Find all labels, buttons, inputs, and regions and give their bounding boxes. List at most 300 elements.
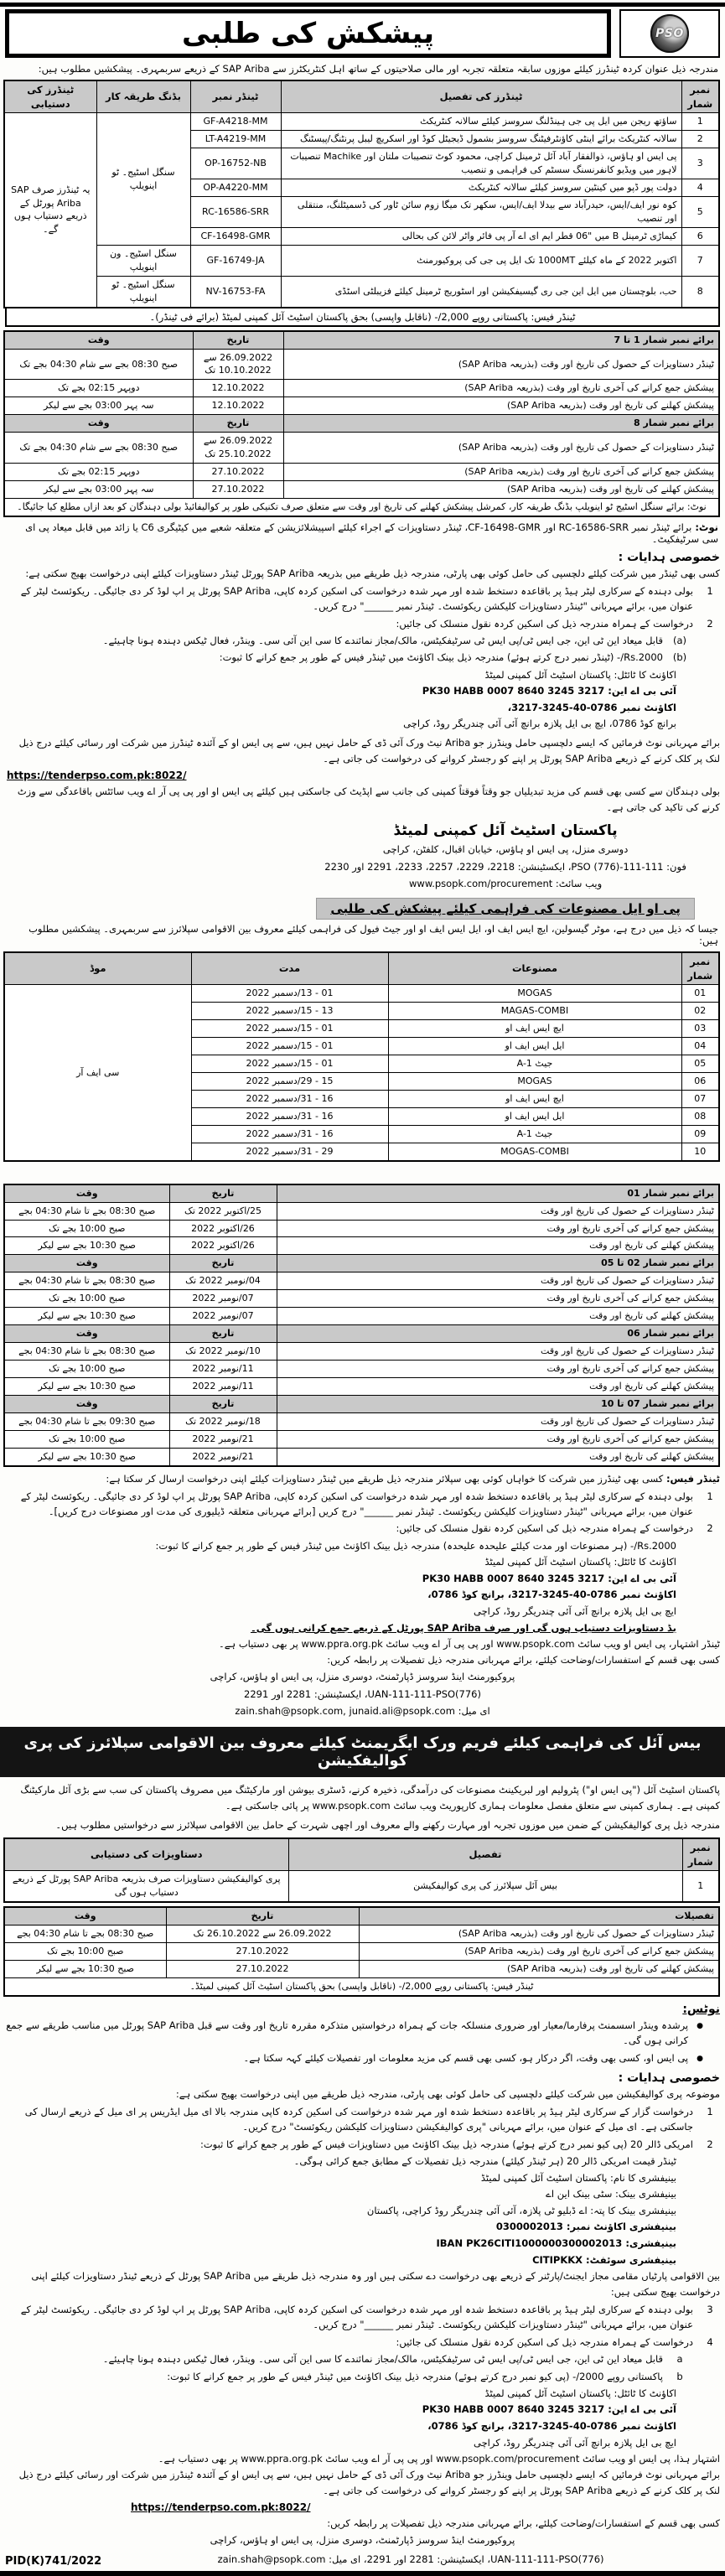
item-marker: a (676, 2353, 683, 2366)
date-header-cell: تاریخ (169, 1395, 277, 1412)
serial-cell: 05 (681, 1055, 719, 1073)
period-cell: 15 - 29/دسمبر 2022 (191, 1072, 388, 1090)
date-header-cell: تاریخ (166, 1907, 359, 1925)
period-cell: 01 - 15/دسمبر 2022 (191, 1038, 388, 1055)
col-product: مصنوعات (388, 952, 681, 985)
pol-fee-text: کسی بھی ٹینڈرز میں شرکت کا خواہاں کوئی بھی سپلائر مندرجہ ذیل طریقے میں ٹینڈر دستاویزات کیلئے اپنی درخواست ارسال کر سکتا ہے: (106, 1472, 664, 1485)
item-text: درخواست گزار کے سرکاری لیٹر ہیڈ پر باقاعدہ دستخط شدہ اور مہر شدہ درخواست کی اسکین کردہ کاپی مندرجہ بالا ای میل ایڈریس پر ای میل کے ذریعے ارسال کی جاسکتی ہے۔ ای میل کے عنوان میں، برائے مہربانی "پری کوالیفکیشن دستاویزات کلیکشن ریکوئسٹ" درج کریں۔ (24, 2106, 693, 2133)
time-header-cell: وقت (4, 1325, 169, 1343)
item-marker: 2 (707, 2138, 713, 2150)
prequal-detail-cell: بیس آئل سپلائرز کی پری کوالیفکیشن (288, 1871, 682, 1902)
beneficiary-detail-line: بینیفشری کا نام: پاکستان اسٹیٹ آئل کمپنی لمیٹڈ (480, 2171, 676, 2184)
pol-banner-wrap (291, 893, 720, 920)
period-cell: 16 - 31/دسمبر 2022 (191, 1090, 388, 1107)
pid-number: PID(K)741/2022 (5, 2555, 102, 2568)
baseoil-section-banner: بیس آئل کی فراہمی کیلئے فریم ورک ایگریمنٹ کیلئے معروف بین الاقوامی سپلائرز کی پری کوالیفکیشن (0, 1727, 725, 1777)
company-phone: فون: 111-111-PSO (776)، ایکسٹینشن: 2218، 2229، 2257، 2233، 2291 اور 2230 (324, 860, 686, 873)
bullet-text: پی ایس او، کسی بھی وقت، اگر درکار ہو، کسی بھی قسم کی مزید معلومات اور تفصیلات کیلئے کہہ سکتا ہے۔ (243, 2051, 689, 2064)
schedule-row (4, 397, 719, 415)
bank-detail-line: اکاؤنٹ کا ٹائٹل: پاکستان اسٹیٹ آئل کمپنی لمیٹڈ (484, 668, 676, 681)
item-text: درخواست کے ہمراہ مندرجہ ذیل کی اسکین کردہ نقول منسلک کی جائیں: (396, 2335, 693, 2348)
col-period: مدت (191, 952, 388, 985)
bidding-method-cell: سنگل اسٹیج۔ ٹو اینویلپ (96, 276, 190, 307)
schedule-date-cell: 18/نومبر 2022 تک (169, 1412, 277, 1430)
schedule-desc-cell: پیشکش جمع کرانے کی آخری تاریخ اور وقت (بذریعہ SAP Ariba) (359, 1943, 719, 1961)
schedule-desc-cell: پیشکش کھلنے کی تاریخ اور وقت (277, 1308, 719, 1325)
ariba-registration-note-2: برائے مہربانی نوٹ فرمائیں کہ ایسے دلچسپی حامل وینڈرز جو Ariba نیٹ ورک آئی ڈی کے حامل نہیں ہیں، سے پی ایس او کے آئندہ ٹینڈرز میں شرکت اور رسائی کیلئے درج ذیل لنک پر کلک کرنے کے ذریعے SAP Ariba پورٹل پر اپنے کو رجسٹر کروانے کی درخواست کی جاتی ہے۔ (18, 2469, 720, 2497)
schedule-date-cell: 26.09.2022 سے 25.10.2022 تک (193, 433, 283, 464)
bank-detail-line: آئی بی اے این: PK30 HABB 0007 8640 3245 3217 (422, 2403, 676, 2416)
tender-detail-cell: اکتوبر 2022 کے ماہ کیلئے 1000MT تک ایل پی جی کی پروکیورمنٹ (281, 245, 681, 276)
schedule-row (4, 1448, 719, 1465)
baseoil-price-line: ٹینڈر قیمت امریکی ڈالر 20 (ہر ٹینڈر کیلئے) مندرجہ ذیل تفصیلات کے مطابق جمع کرائی ہوگی۔ (293, 2155, 676, 2168)
pol-products-table (3, 951, 720, 1162)
bank-detail-line: آئی بی اے این: PK30 HABB 0007 8640 3245 3217 (422, 685, 676, 697)
schedule-desc-cell: پیشکش جمع کرانے کی آخری تاریخ اور وقت (بذریعہ SAP Ariba) (283, 464, 719, 481)
serial-cell: 04 (681, 1038, 719, 1055)
schedule-date-cell: 11/نومبر 2022 (169, 1361, 277, 1378)
schedule-time-cell: صبح 08:30 بجے تا شام 04:30 بجے (4, 1926, 166, 1943)
bidding-method-cell: سنگل اسٹیج۔ ون اینویلپ (96, 245, 190, 276)
pso-address-block (291, 822, 720, 920)
schedule-desc-cell: پیشکش جمع کرانے کی آخری تاریخ اور وقت (277, 1290, 719, 1308)
schedule-table-section1 (3, 330, 720, 517)
tender-number-cell: GF-16749-JA (190, 245, 281, 276)
item-marker: b (676, 2370, 683, 2382)
serial-cell: 01 (681, 985, 719, 1003)
date-header-cell: تاریخ (169, 1255, 277, 1272)
pso-logo-text: PSO (655, 27, 684, 40)
tender-fee-note: ٹینڈر فیس: پاکستانی روپے 2,000/- (ناقابل واپسی) بحق پاکستان اسٹیٹ آئل کمپنی لمیٹڈ (برائے فی ٹینڈر)۔ (5, 308, 720, 327)
baseoil-queries-note: کسی بھی قسم کے استفسارات/وضاحت کیلئے، برائے مہربانی مندرجہ ذیل تفصیلات پر رابطہ کریں: (327, 2517, 720, 2530)
item-text: قابل میعاد این ٹی این، جی ایس ٹی/پی ایس ٹی سرٹیفکیٹس، مالک/مجاز نمائندے کا سی این آئی سی۔ وینڈر، فعال ٹیکس دہندہ ہونا چاہیئے۔ (102, 2353, 663, 2366)
pol-fee-label: ٹینڈر فیس: (665, 1472, 720, 1485)
schedule-row (4, 1237, 719, 1255)
instruction-item (5, 616, 720, 631)
schedule-time-cell: صبح 10:00 بجے تک (4, 1361, 169, 1378)
beneficiary-detail-line: بینیفشری: IBAN PK26CITI1000000300002013 (436, 2237, 676, 2249)
period-cell: 01 - 15/دسمبر 2022 (191, 1020, 388, 1038)
time-header-cell: وقت (4, 331, 193, 349)
serial-cell: 10 (681, 1143, 719, 1160)
company-address: دوسری منزل، پی ایس او ہاؤس، خیابان اقبال، کلفٹن، کراچی (382, 842, 629, 855)
schedule-time-cell: دوپہر 02:15 بجے تک (4, 464, 193, 481)
serial-cell: 6 (681, 227, 719, 245)
schedule-time-cell: صبح 10:30 بجے سے لیکر (4, 1308, 169, 1325)
schedule-time-cell: صبح 10:00 بجے تک (4, 1430, 169, 1448)
product-cell: جیٹ A-1 (388, 1125, 681, 1143)
instruction-item (5, 2104, 720, 2135)
tender-number-cell: LT-A4219-MM (190, 131, 281, 148)
bullet-icon: ● (697, 2021, 703, 2030)
product-cell: ایچ ایس ایف او (388, 1020, 681, 1038)
special-instructions-heading-2: خصوصی ہدایات : (618, 2071, 720, 2086)
item-marker: 1 (707, 2106, 713, 2118)
schedule-date-cell: 27.10.2022 (166, 1943, 359, 1961)
schedule-time-cell: سہ پہر 03:00 بجے سے لیکر (4, 397, 193, 415)
time-header-cell: وقت (4, 1907, 166, 1925)
notes-heading: نوٹس: (682, 2002, 720, 2016)
schedule-desc-cell: ٹینڈر دستاویزات کے حصول کی تاریخ اور وقت (277, 1272, 719, 1290)
schedule-date-cell: 12.10.2022 (193, 397, 283, 415)
item-text: امریکی ڈالر 20 (پی کیو نمبر درج کرتے ہوئے) مندرجہ ذیل بینک اکاؤنٹ میں دستاویزات فیس کے طور پر جمع کرانے کا ثبوت: (199, 2138, 693, 2150)
schedule-row (4, 481, 719, 499)
item-marker: 4 (707, 2335, 713, 2348)
beneficiary-details (5, 2170, 720, 2268)
tender-detail-cell: دولت پور ڈپو میں کینٹین سروسز کیلئے سالانہ کنٹریکٹ (281, 179, 681, 197)
schedule-date-cell: 27.10.2022 (193, 481, 283, 499)
item-text: بولی دہندہ کے سرکاری لیٹر ہیڈ پر باقاعدہ دستخط شدہ اور مہر شدہ درخواست کی اسکین کردہ کاپی، SAP Ariba پورٹل پر اپ لوڈ کر دی جائیگی۔ ریکوئسٹ لیٹر کے عنوان میں، برائے مہربانی "ٹینڈر دستاویزات کلیکشن ریکوئسٹ۔ ٹینڈر نمبر ______" درج کریں۔ (20, 584, 693, 613)
company-name: پاکستان اسٹیٹ آئل کمپنی لمیٹڈ (393, 822, 618, 839)
serial-cell: 2 (681, 131, 719, 148)
time-header-cell: وقت (4, 1255, 169, 1272)
bullet-icon: ● (697, 2054, 703, 2063)
period-cell: 01 - 13/دسمبر 2022 (191, 985, 388, 1003)
schedule-time-cell: صبح 08:30 بجے تا شام 04:30 بجے (4, 1272, 169, 1290)
beneficiary-detail-line: بینیفشری اکاؤنٹ نمبر: 0300002013 (495, 2221, 676, 2233)
product-cell: MOGAS (388, 1072, 681, 1090)
schedule-date-cell: 11/نومبر 2022 (169, 1377, 277, 1395)
schedule-row (4, 1943, 719, 1961)
serial-cell: 03 (681, 1020, 719, 1038)
baseoil-instructions-list-b (5, 2302, 720, 2384)
schedule-desc-cell: ٹینڈر دستاویزات کے حصول کی تاریخ اور وقت (277, 1412, 719, 1430)
baseoil-schedule-table (3, 1906, 720, 1997)
notice-title-box (5, 9, 611, 58)
instruction-item (5, 2137, 720, 2152)
serial-cell: 09 (681, 1125, 719, 1143)
instruction-item (5, 2369, 720, 2384)
schedule-date-cell: 26/اکتوبر 2022 (169, 1237, 277, 1255)
period-cell: 29 - 31/دسمبر 2022 (191, 1143, 388, 1160)
schedule-time-cell: صبح 10:00 بجے تک (4, 1943, 166, 1961)
serial-cell: 5 (681, 197, 719, 228)
schedule-desc-cell: ٹینڈر دستاویزات کے حصول کی تاریخ اور وقت (277, 1202, 719, 1220)
note-bullet (5, 2050, 720, 2065)
schedule-group-header-row (4, 1907, 719, 1925)
bullet-text: پرشدہ وینڈر اسسمنٹ پرفارما/معیار اور ضروری منسلکہ جات کے ہمراہ درخواستیں متذکرہ مقررہ تاریخ اور وقت سے قبل SAP Ariba پورٹل میں مناسب طریقے سے جمع کرانی ہوں گی۔ (6, 2019, 689, 2047)
col-serial: نمبر شمار (682, 1838, 719, 1871)
item-marker: 1 (707, 584, 713, 597)
tender-number-cell: RC-16586-SRR (190, 197, 281, 228)
schedule-date-cell: 10/نومبر 2022 تک (169, 1343, 277, 1361)
schedule-note-row (4, 498, 719, 516)
item-text: بولی دہندہ کے سرکاری لیٹر ہیڈ پر باقاعدہ دستخط شدہ اور مہر شدہ درخواست کی اسکین کردہ کاپی، SAP Ariba پورٹل پر اپ لوڈ کر دی جائیگی۔ ریکوئسٹ لیٹر کے عنوان میں، برائے مہربانی "ٹینڈر دستاویزات کلیکشن ریکوئسٹ۔ ٹینڈر نمبر ______" درج کریں [برائے مہربانی متعلقہ ڈیلیوری کی مدت اور مصنوعات درج کریں]۔ (20, 1490, 693, 1518)
pol-ad-availability-note: ٹینڈر اشتہار، پی ایس او ویب سائٹ www.psopk.com اور پی پی آر اے ویب سائٹ www.ppra.org.pk پر بھی دستیاب ہے۔ (218, 1638, 720, 1651)
bank-details-2 (5, 1554, 720, 1620)
schedule-date-cell: 07/نومبر 2022 (169, 1308, 277, 1325)
date-header-cell: تاریخ (169, 1325, 277, 1343)
pol-intro: جیسا کہ ذیل میں درج ہے، موٹر گیسولین، ایچ ایس ایف او، ایل ایس ایف او اور جیٹ فیول کی فراہمی کیلئے معروف بین الاقوامی سپلائرز سے سربمہری۔ پیشکشیں مطلوب ہیں: (28, 922, 718, 946)
schedule-group-header-row (4, 1255, 719, 1272)
notes-list (5, 2018, 720, 2065)
serial-cell: 1 (682, 1871, 719, 1902)
col-mode: موڈ (4, 952, 191, 985)
col-bidding-method: بڈنگ طریقہ کار (96, 80, 190, 113)
schedule-date-cell: 21/نومبر 2022 (169, 1430, 277, 1448)
item-marker: (b) (672, 651, 687, 664)
col-availability: ٹینڈرز کی دستیابی (4, 80, 96, 113)
baseoil-ad-availability-note: اشتہار ہذا، پی ایس او ویب سائٹ www.psopk.com/procurement اور پی پی آر اے ویب سائٹ www.ppra.org.pk پر بھی دستیاب ہے۔ (158, 2453, 720, 2465)
tender-detail-cell: ساؤتھ ریجن میں ایل پی جی ہینڈلنگ سروسز کیلئے سالانہ کنٹریکٹ (281, 113, 681, 131)
note-label: نوٹ: (691, 521, 718, 533)
prequalification-table (3, 1837, 720, 1903)
serial-cell: 7 (681, 245, 719, 276)
schedule-time-cell: صبح 10:30 بجے سے لیکر (4, 1237, 169, 1255)
schedule-row (4, 1361, 719, 1378)
pol-section-banner: پی او ایل مصنوعات کی فراہمی کیلئے پیشکش کی طلبی (316, 898, 694, 920)
special-instructions-intro-1: کسی بھی ٹینڈر میں شرکت کیلئے دلچسپی کی حامل کوئی بھی پارٹی، مندرجہ ذیل طریقے میں بذریعہ SAP Ariba پورٹل ٹینڈر دستاویزات کیلئے اپنی درخواست بھیج سکتی ہے: (25, 567, 720, 579)
beneficiary-detail-line: بینیفشری سوئفٹ: CITIPKKX (532, 2253, 676, 2266)
serial-cell: 1 (681, 113, 719, 131)
tender-detail-cell: کیماڑی ٹرمینل B میں "06 قطر ایم ای اے آر پی فائر واٹر لائن کی بحالی (281, 227, 681, 245)
baseoil-para1: پاکستان اسٹیٹ آئل ("پی ایس او") پٹرولیم اور لبریکینٹ مصنوعات کی درآمدگی، ذخیرہ کرنے، ڈسٹری بیوشن اور مارکیٹنگ میں مصروف پاکستان کی سب سے بڑی آئل مارکیٹنگ کمپنی ہے۔ ہماری کمپنی سے متعلق مفصل معلومات ہماری کارپوریٹ ویب سائٹ www.psopk.com پر پائی جاسکتی ہے۔ (20, 1784, 720, 1812)
tenders-table (3, 80, 720, 308)
product-cell: جیٹ A-1 (388, 1055, 681, 1073)
beneficiary-detail-line: بینیفشری بینک کا پتہ: اے ڈبلیو ٹی پلازہ، آئی آئی چندریگر روڈ کراچی، پاکستان (366, 2204, 676, 2216)
baseoil-instructions-list-a (5, 2104, 720, 2152)
bank-details-1 (5, 667, 720, 733)
tender-portal-link-1[interactable] (5, 770, 720, 781)
bank-detail-line: ایچ بی ایل پلازہ برانچ آئی آئی چندریگر روڈ، کراچی (473, 2436, 676, 2449)
schedule-date-cell: 04/نومبر 2022 تک (169, 1272, 277, 1290)
schedule-group-header-row (4, 1184, 719, 1202)
group-label-cell: برائے نمبر شمار 01 (277, 1184, 719, 1202)
group-label-cell: برائے نمبر شمار 02 تا 05 (277, 1255, 719, 1272)
baseoil-contact-dept: پروکیورمنٹ اینڈ سروسز ڈپارٹمنٹ، دوسری منزل، پی ایس او ہاؤس، کراچی (210, 2534, 515, 2546)
schedule-time-cell: صبح 08:30 بجے سے شام 04:30 بجے تک (4, 433, 193, 464)
schedule-row (4, 1343, 719, 1361)
pol-queries-note: کسی بھی قسم کے استفسارات/وضاحت کیلئے، برائے مہربانی مندرجہ ذیل تفصیلات پر رابطہ کریں: (327, 1654, 720, 1666)
schedule-group-header-row (4, 415, 719, 433)
item-marker: (a) (672, 635, 687, 647)
item-marker: 1 (707, 1490, 713, 1502)
group-label-cell: برائے نمبر شمار 8 (283, 415, 719, 433)
item-text: درخواست کے ہمراہ مندرجہ ذیل کی اسکین کردہ نقول منسلک کی جائیں: (396, 1522, 693, 1535)
schedule-row (4, 1926, 719, 1943)
bottom-rule (0, 2571, 725, 2576)
bank-detail-line: اکاؤنٹ نمبر 0786-40-3245-3217، برانچ کوڈ 0786، (427, 2420, 676, 2433)
tender-detail-cell: کوہ نور ایف/ایس، حیدرآباد سے بیدلا ایف/ایس، سکھر تک میگا زوم سائن ٹاور کی ڈسمیٹلنگ، منتقلی اور تنصیب (281, 197, 681, 228)
date-header-cell: تاریخ (169, 1184, 277, 1202)
tender-row (4, 245, 719, 276)
schedule-row (4, 1290, 719, 1308)
serial-cell: 8 (681, 276, 719, 307)
col-detail: تفصیل (288, 1838, 682, 1871)
schedule-row (4, 433, 719, 464)
tender-number-cell: NV-16753-FA (190, 276, 281, 307)
schedule-date-cell: 26.09.2022 سے 26.10.2022 تک (166, 1926, 359, 1943)
special-instructions-list-1 (5, 583, 720, 666)
instruction-item (5, 633, 720, 648)
schedule-date-cell: 27.10.2022 (193, 464, 283, 481)
col-serial: نمبر شمار (681, 952, 719, 985)
tender-portal-link-2[interactable] (5, 2501, 720, 2513)
note-bullet (5, 2018, 720, 2049)
international-parties-note: بین الاقوامی پارٹیاں مقامی مجاز ایجنٹ/پارٹنر کے ذریعے بھی درخواست دے سکتی ہیں اور وہ مندرجہ ذیل طریقے میں SAP Ariba پورٹل کے ذریعے ٹینڈر دستاویزات کیلئے اپنی درخواست بھیج سکتی ہیں: (31, 2270, 720, 2299)
schedule-group-header-row (4, 331, 719, 349)
date-header-cell: تاریخ (193, 331, 283, 349)
time-header-cell: وقت (4, 1395, 169, 1412)
schedule-desc-cell: پیشکش کھلنے کی تاریخ اور وقت (277, 1237, 719, 1255)
serial-cell: 08 (681, 1107, 719, 1125)
col-tender-detail: ٹینڈرز کی تفصیل (281, 80, 681, 113)
schedule-row (4, 1430, 719, 1448)
date-header-cell: تاریخ (193, 415, 283, 433)
schedule-time-cell: صبح 10:30 بجے سے لیکر (4, 1961, 166, 1978)
notice-title: پیشکش کی طلبی (181, 17, 435, 50)
group-label-cell: تفصیلات (359, 1907, 719, 1925)
bank-detail-line: اکاؤنٹ نمبر 0786-40-3245-3217، برانچ کوڈ 0786، (427, 1589, 676, 1601)
ariba-registration-note-1: برائے مہربانی نوٹ فرمائیں کہ ایسے دلچسپی حامل وینڈرز جو Ariba نیٹ ورک آئی ڈی کے حامل نہیں ہیں، سے پی ایس او کے آئندہ ٹینڈرز میں شرکت اور رسائی کیلئے درج ذیل لنک پر کلک کرنے کے ذریعے SAP Ariba پورٹل پر اپنے کو رجسٹر کروانے کی درخواست کی جاتی ہے۔ (18, 737, 720, 765)
schedule-desc-cell: پیشکش جمع کرانے کی آخری تاریخ اور وقت (277, 1361, 719, 1378)
pol-fee-intro (5, 1471, 720, 1487)
product-cell: ایل ایس ایف او (388, 1107, 681, 1125)
schedule-date-cell: 12.10.2022 (193, 380, 283, 397)
ppra-visit-note: بولی دہندگان سے کسی بھی قسم کی مزید تبدیلیاں جو وقتاً فوقتاً کمپنی کی جانب سے اپڈیٹ کی جاسکتی ہیں کیلئے پی ایس او اور پی پی آر اے ویب سائٹس باقاعدگی سے وزٹ کرنے کی تاکید کی جاتی ہے۔ (17, 785, 720, 813)
item-text: پاکستانی روپے 2000/- (پی کیو نمبر درج کرتے ہوئے) مندرجہ ذیل بینک اکاؤنٹ میں ٹینڈر فیس کے طور پر جمع کرانے کا ثبوت: (167, 2370, 663, 2382)
schedule-date-cell: 26.09.2022 سے 10.10.2022 تک (193, 349, 283, 380)
bank-detail-line: اکاؤنٹ کا ٹائٹل: پاکستان اسٹیٹ آئل کمپنی لمیٹڈ (484, 1556, 676, 1568)
instruction-item (5, 2302, 720, 2333)
schedule-desc-cell: پیشکش جمع کرانے کی آخری تاریخ اور وقت (بذریعہ SAP Ariba) (283, 380, 719, 397)
pec-certificate-note (7, 521, 718, 545)
tender-detail-cell: سالانہ کنٹریکٹ برائے اینٹی کاؤنٹرفیٹنگ سروسز بشمول ڈیجیٹل کوڈ اور اسکریچ لیبل پرنٹنگ/پیسٹنگ (281, 131, 681, 148)
schedule-date-cell: 26/اکتوبر 2022 (169, 1220, 277, 1237)
schedule-desc-cell: پیشکش جمع کرانے کی آخری تاریخ اور وقت (277, 1430, 719, 1448)
schedule-row (4, 1272, 719, 1290)
item-text: درخواست کے ہمراہ مندرجہ ذیل کی اسکین کردہ نقول منسلک کی جائیں: (396, 617, 693, 630)
schedule-desc-cell: ٹینڈر دستاویزات کے حصول کی تاریخ اور وقت (بذریعہ SAP Ariba) (359, 1926, 719, 1943)
tender-number-cell: CF-16498-GMR (190, 227, 281, 245)
schedule-fee-row (4, 1977, 719, 1995)
time-header-cell: وقت (4, 415, 193, 433)
tender-row (4, 276, 719, 307)
pol-rs-line: Rs.2000/- (ہر مصنوعات اور مدت کیلئے علیحدہ علیحدہ) مندرجہ ذیل بینک اکاؤنٹ میں ٹینڈر فیس کے طور پر جمع کرانے کا ثبوت: (155, 1539, 676, 1552)
schedule-time-cell: صبح 08:30 بجے تا شام 04:30 بجے (4, 1343, 169, 1361)
company-website[interactable]: ویب سائٹ: www.psopk.com/procurement (409, 878, 603, 890)
instruction-item (5, 1489, 720, 1520)
schedule-desc-cell: پیشکش کھلنے کی تاریخ اور وقت (بذریعہ SAP Ariba) (359, 1961, 719, 1978)
schedule-time-cell: صبح 10:00 بجے تک (4, 1290, 169, 1308)
schedule-desc-cell: ٹینڈر دستاویزات کے حصول کی تاریخ اور وقت (بذریعہ SAP Ariba) (283, 349, 719, 380)
period-cell: 16 - 31/دسمبر 2022 (191, 1107, 388, 1125)
schedule-row (4, 464, 719, 481)
pol-schedule-table (3, 1184, 720, 1467)
schedule-group-header-row (4, 1395, 719, 1412)
schedule-row (4, 1377, 719, 1395)
product-cell: MAGAS-COMBI (388, 1003, 681, 1020)
schedule-time-cell: صبح 09:30 بجے تا شام 04:30 بجے (4, 1412, 169, 1430)
period-cell: 01 - 15/دسمبر 2022 (191, 1055, 388, 1073)
schedule-row (4, 1961, 719, 1978)
bidding-method-cell: سنگل اسٹیج۔ ٹو اینویلپ (96, 113, 190, 246)
schedule-row (4, 1412, 719, 1430)
item-marker: 2 (707, 1522, 713, 1535)
schedule-time-cell: صبح 10:30 بجے سے لیکر (4, 1377, 169, 1395)
instruction-item (5, 2335, 720, 2350)
col-serial: نمبر شمار (681, 80, 719, 113)
serial-cell: 07 (681, 1090, 719, 1107)
pso-logo-box (619, 9, 720, 58)
tender-detail-cell: حب، بلوچستان میں ایل این جی ری گیسیفکیشن اور اسٹوریج ٹرمینل کیلئے فزیبلٹی اسٹڈی (281, 276, 681, 307)
schedule-time-cell: صبح 10:30 بجے سے لیکر (4, 1448, 169, 1465)
pol-contact-dept: پروکیورمنٹ اینڈ سروسز ڈپارٹمنٹ، دوسری منزل، پی ایس او ہاؤس، کراچی (210, 1671, 515, 1683)
schedule-row (4, 1308, 719, 1325)
serial-cell: 06 (681, 1072, 719, 1090)
instruction-item (5, 583, 720, 614)
pec-note-text: برائے ٹینڈر نمبر RC-16586-SRR اور CF-16498-GMR، ٹینڈر دستاویزات کے اجراء کیلئے اسپیشلائزیشن کے متعلقہ شعبے میں کیٹیگری C6 یا زائد میں قابل میعاد پی ای سی سرٹیفکیٹ۔ (25, 521, 718, 545)
pol-products-header-row (4, 952, 719, 985)
schedule-date-cell: 27.10.2022 (166, 1961, 359, 1978)
instruction-item (5, 2351, 720, 2366)
top-rule (0, 3, 725, 7)
tender-number-cell: OP-A4220-MM (190, 179, 281, 197)
product-cell: ایل ایس ایف او (388, 1038, 681, 1055)
schedule-note-cell: نوٹ: برائے سنگل اسٹیج ٹو اینویلپ بڈنگ طریقہ کار، کمرشل پیشکش کھلنے کی تاریخ اور وقت سے متعلق صرف تکنیکی طور پر کوالیفائیڈ بولی دہندگان کو بعد ازاں مطلع کیا جائیگا۔ (4, 498, 719, 516)
bank-detail-line: آئی بی اے این: PK30 HABB 0007 8640 3245 3217 (422, 1572, 676, 1584)
col-doc-availability: دستاویزات کی دستیابی (4, 1838, 288, 1871)
bank-details-3 (5, 2386, 720, 2451)
serial-cell: 3 (681, 148, 719, 179)
item-marker: 3 (707, 2303, 713, 2315)
item-text: Rs.2000/- (ٹینڈر نمبر درج کرتے ہوئے) مندرجہ ذیل بینک اکاؤنٹ میں ٹینڈر فیس کے طور پر جمع کرانے کا ثبوت: (219, 651, 663, 664)
tenderpso-url[interactable]: https://tenderpso.com.pk:8022/ (7, 769, 187, 781)
product-cell: MOGAS (388, 985, 681, 1003)
schedule-group-header-row (4, 1325, 719, 1343)
group-label-cell: برائے نمبر شمار 06 (277, 1325, 719, 1343)
instruction-item (5, 1521, 720, 1536)
tender-number-cell: OP-16752-NB (190, 148, 281, 179)
bank-detail-line: اکاؤنٹ کا ٹائٹل: پاکستان اسٹیٹ آئل کمپنی لمیٹڈ (484, 2387, 676, 2399)
pso-logo-icon (650, 14, 689, 53)
tender-row (4, 113, 719, 131)
schedule-desc-cell: پیشکش کھلنے کی تاریخ اور وقت (277, 1377, 719, 1395)
schedule-desc-cell: پیشکش جمع کرانے کی آخری تاریخ اور وقت (277, 1220, 719, 1237)
tender-detail-cell: پی ایس او ہاؤس، ذوالفقار آباد آئل ٹرمینل کراچی، محمود کوٹ تنصیبات ملتان اور Machike تنصیبات لاہور میں ویڈیو کانفرنسنگ سسٹم کی فراہمی و تنصیب (281, 148, 681, 179)
item-text: بولی دہندہ کے سرکاری لیٹر ہیڈ پر باقاعدہ دستخط شدہ اور مہر شدہ درخواست کی اسکین کردہ کاپی، SAP Ariba پورٹل پر اپ لوڈ کر دی جائیگی۔ ریکوئسٹ لیٹر کے عنوان میں، برائے مہربانی "ٹینڈر دستاویزات کلیکشن ریکوئسٹ۔ ٹینڈر نمبر ______" درج کریں۔ (20, 2303, 693, 2331)
bank-detail-line: ایچ بی ایل پلازہ برانچ آئی آئی چندریگر روڈ، کراچی (473, 1605, 676, 1617)
schedule-time-cell: صبح 10:00 بجے تک (4, 1220, 169, 1237)
baseoil-contact-uan-email[interactable]: UAN-111-111-PSO(776)، ایکسٹینشن: 2281 اور 2291، ای میل: zain.shah@psopk.com (217, 2553, 604, 2565)
pol-instructions-list (5, 1489, 720, 1537)
schedule-desc-cell: ٹینڈر دستاویزات کے حصول کی تاریخ اور وقت (بذریعہ SAP Ariba) (283, 433, 719, 464)
bid-docs-only-ariba-note: بڈ دستاویزات دستیاب ہوں گی اور صرف SAP Ariba پورٹل کے ذریعے جمع کرانی ہوں گی۔ (250, 1621, 676, 1634)
schedule-time-cell: صبح 08:30 بجے تا شام 04:30 بجے (4, 1202, 169, 1220)
bank-detail-line: برانچ کوڈ 0786، ایچ بی ایل پلازہ برانچ آئی آئی چندریگر روڈ، کراچی (403, 718, 676, 730)
prequal-availability-cell: پری کوالیفکیشن دستاویزات صرف بذریعہ SAP Ariba پورٹل کے ذریعے دستیاب ہوں گی (4, 1871, 288, 1902)
schedule-desc-cell: پیشکش کھلنے کی تاریخ اور وقت (277, 1448, 719, 1465)
tenderpso-url[interactable]: https://tenderpso.com.pk:8022/ (131, 2501, 311, 2514)
instruction-item (5, 650, 720, 665)
schedule-date-cell: 07/نومبر 2022 (169, 1290, 277, 1308)
section1-intro: مندرجہ ذیل عنوان کردہ ٹینڈرز کیلئے موزوں سابقہ متعلقہ تجربہ اور مالی صلاحیتوں کے ساتھ اہل کنٹریکٹرز سے SAP Ariba کے ذریعے سربمہری۔ پیشکشیں مطلوب ہیں: (38, 63, 718, 75)
item-marker: 2 (707, 617, 713, 630)
schedule-row (4, 349, 719, 380)
product-cell: MOGAS-COMBI (388, 1143, 681, 1160)
tenders-table-header-row (4, 80, 719, 113)
product-cell: ایچ ایس ایف او (388, 1090, 681, 1107)
schedule-row (4, 1220, 719, 1237)
serial-cell: 4 (681, 179, 719, 197)
mode-cell: سی ایف آر (4, 985, 191, 1161)
pol-contact-email[interactable]: ای میل: zain.shah@psopk.com, junaid.ali@psopk.com (235, 1705, 490, 1718)
col-tender-number: ٹینڈر نمبر (190, 80, 281, 113)
tender-number-cell: GF-A4218-MM (190, 113, 281, 131)
schedule-row (4, 1202, 719, 1220)
special-instructions-heading-1: خصوصی ہدایات : (618, 550, 720, 564)
bank-detail-line: اکاؤنٹ نمبر 0786-40-3245-3217، (507, 701, 676, 713)
